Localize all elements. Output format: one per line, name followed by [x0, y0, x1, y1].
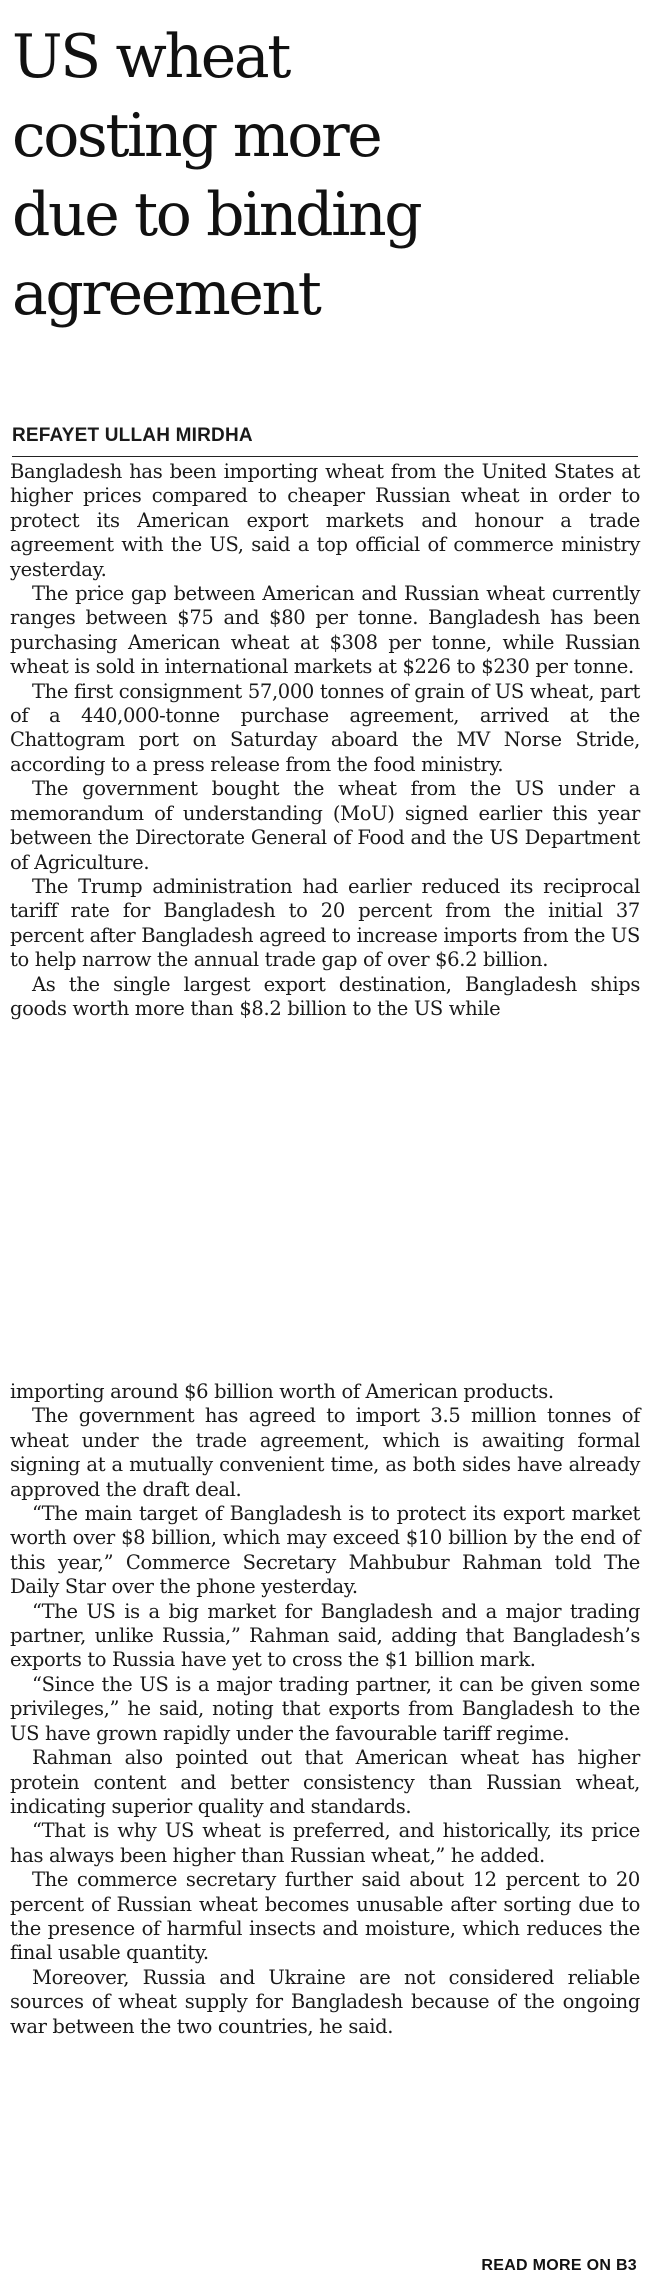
- body-paragraph: Moreover, Russia and Ukraine are not considered reliable sources of wheat supply for Bangladesh because of the ongoing war between the two countries, he said.: [10, 1965, 640, 2038]
- headline-line: due to binding: [12, 180, 421, 250]
- article-body-top: [10, 460, 640, 1021]
- body-paragraph: The first consignment 57,000 tonnes of grain of US wheat, part of a 440,000-tonne purchase agreement, arrived at the Chattogram port on Saturday aboard the MV Norse Stride, according to a press release from the food ministry.: [10, 679, 640, 776]
- body-paragraph: “The main target of Bangladesh is to protect its export market worth over $8 billion, which may exceed $10 billion by the end of this year,” Commerce Secretary Mahbubur Rahman told The Daily Star over the phone yesterday.: [10, 1502, 640, 1599]
- headline-line: agreement: [12, 259, 320, 329]
- body-paragraph: Bangladesh has been importing wheat from the United States at higher prices compared to cheaper Russian wheat in order to protect its American export markets and honour a trade agreement with the US, said a top official of commerce ministry yesterday.: [10, 460, 640, 581]
- body-paragraph: Rahman also pointed out that American wheat has higher protein content and better consistency than Russian wheat, indicating superior quality and standards.: [10, 1746, 640, 1818]
- body-paragraph: “That is why US wheat is preferred, and historically, its price has always been higher than Russian wheat,” he added.: [10, 1819, 640, 1867]
- body-paragraph: The government has agreed to import 3.5 million tonnes of wheat under the trade agreement, which is awaiting formal signing at a mutually convenient time, as both sides have already approved the draft deal.: [10, 1404, 640, 1501]
- byline-divider: [12, 456, 638, 457]
- body-paragraph: “The US is a big market for Bangladesh and a major trading partner, unlike Russia,” Rahman said, adding that Bangladesh’s exports to Russia have yet to cross the $1 billion mark.: [10, 1599, 640, 1672]
- body-paragraph: The government bought the wheat from the US under a memorandum of understanding (MoU) signed earlier this year between the Directorate General of Food and the US Department of Agriculture.: [10, 777, 640, 874]
- read-more-link[interactable]: READ MORE ON B3: [481, 2257, 637, 2274]
- byline: REFAYET ULLAH MIRDHA: [12, 425, 253, 446]
- article-body-bottom: [10, 1380, 640, 2039]
- body-paragraph: The commerce secretary further said about 12 percent to 20 percent of Russian wheat becomes unusable after sorting due to the presence of harmful insects and moisture, which reduces the final usable quantity.: [10, 1868, 640, 1965]
- body-paragraph: importing around $6 billion worth of American products.: [10, 1380, 554, 1403]
- body-paragraph: The Trump administration had earlier reduced its reciprocal tariff rate for Bangladesh to 20 percent from the initial 37 percent after Bangladesh agreed to increase imports from the US to help narrow the annual trade gap of over $6.2 billion.: [10, 874, 640, 972]
- article-headline: [12, 18, 642, 334]
- body-paragraph: As the single largest export destination, Bangladesh ships goods worth more than $8.2 billion to the US while: [10, 972, 640, 1020]
- body-paragraph: The price gap between American and Russian wheat currently ranges between $75 and $80 per tonne. Bangladesh has been purchasing American wheat at $308 per tonne, while Russian wheat is sold in international markets at $226 to $230 per tonne.: [10, 582, 640, 679]
- headline-line: costing more: [12, 101, 381, 171]
- headline-line: US wheat: [12, 22, 289, 92]
- body-paragraph: “Since the US is a major trading partner, it can be given some privileges,” he said, noting that exports from Bangladesh to the US have grown rapidly under the favourable tariff regime.: [10, 1672, 640, 1745]
